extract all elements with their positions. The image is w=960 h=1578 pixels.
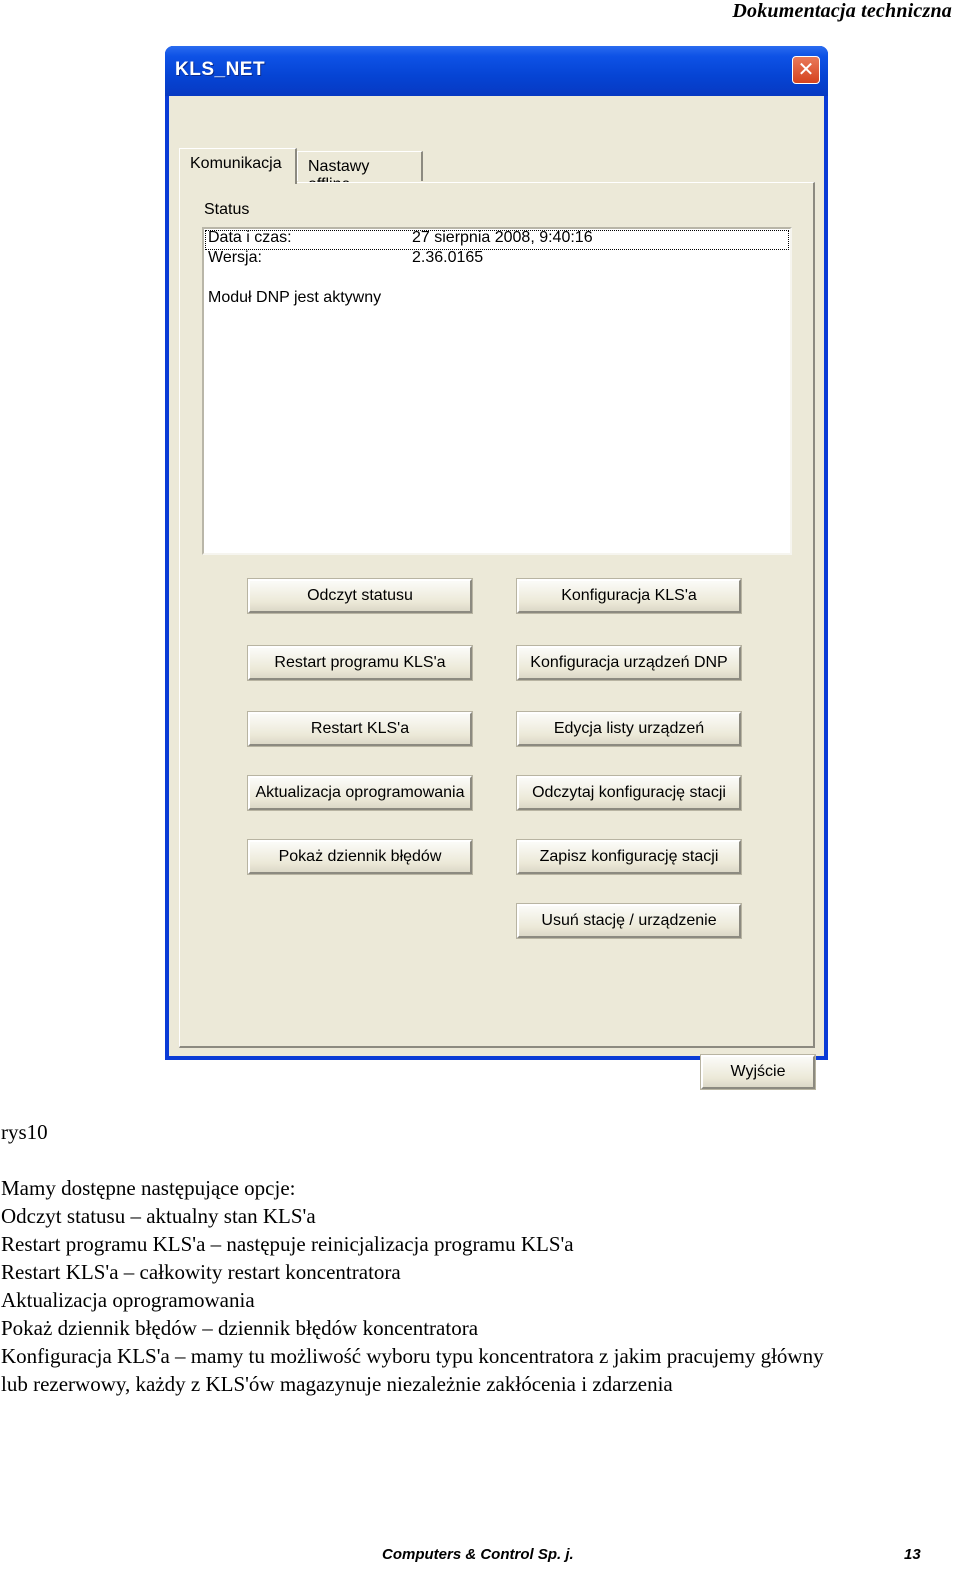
edit-device-list-button[interactable]: Edycja listy urządzeń: [517, 712, 741, 746]
status-row-value: 2.36.0165: [412, 249, 484, 266]
dnp-device-config-button[interactable]: Konfiguracja urządzeń DNP: [517, 646, 741, 680]
paragraph-line: Odczyt statusu – aktualny stan KLS'a: [1, 1204, 316, 1228]
paragraph-line: Mamy dostępne następujące opcje:: [1, 1176, 296, 1200]
status-row-value: 27 sierpnia 2008, 9:40:16: [412, 229, 593, 246]
paragraph-line: Konfiguracja KLS'a – mamy tu możliwość wyboru typu koncentratora z jakim pracujemy główny: [1, 1344, 824, 1368]
footer-company: Computers & Control Sp. j.: [382, 1546, 574, 1563]
close-icon: ✕: [797, 57, 815, 81]
status-row-label: Wersja:: [208, 249, 262, 266]
read-status-button[interactable]: Odczyt statusu: [248, 579, 472, 613]
page-header: Dokumentacja techniczna: [732, 0, 952, 22]
paragraph-line: Aktualizacja oprogramowania: [1, 1288, 255, 1312]
software-update-button[interactable]: Aktualizacja oprogramowania: [248, 776, 472, 810]
paragraph-line: lub rezerwowy, każdy z KLS'ów magazynuje niezależnie zakłócenia i zdarzenia: [1, 1372, 673, 1396]
status-row-label: Data i czas:: [208, 229, 292, 246]
tab-nastawy-offline[interactable]: Nastawy: [297, 151, 423, 181]
restart-kls-button[interactable]: Restart KLS'a: [248, 712, 472, 746]
figure-caption: rys10: [1, 1120, 48, 1144]
kls-net-window: [165, 46, 828, 1080]
status-message-text: Moduł DNP jest aktywny: [208, 289, 382, 306]
paragraph-line: Restart programu KLS'a – następuje reinicjalizacja programu KLS'a: [1, 1232, 574, 1256]
status-list[interactable]: [202, 227, 792, 555]
read-station-config-button[interactable]: Odczytaj konfigurację stacji: [517, 776, 741, 810]
exit-button[interactable]: Wyjście: [701, 1055, 815, 1089]
title-bar[interactable]: [165, 46, 828, 96]
window-client-area: [169, 96, 824, 1080]
remove-station-device-button[interactable]: Usuń stację / urządzenie: [517, 904, 741, 938]
save-station-config-button[interactable]: Zapisz konfigurację stacji: [517, 840, 741, 874]
restart-program-button[interactable]: Restart programu KLS'a: [248, 646, 472, 680]
paragraph-line: Restart KLS'a – całkowity restart koncentratora: [1, 1260, 401, 1284]
close-button[interactable]: [792, 56, 820, 84]
window-title: KLS_NET: [175, 59, 266, 80]
paragraph-line: Pokaż dziennik błędów – dziennik błędów koncentratora: [1, 1316, 479, 1340]
show-error-log-button[interactable]: Pokaż dziennik błędów: [248, 840, 472, 874]
footer-page-number: 13: [904, 1546, 921, 1563]
tab-komunikacja[interactable]: Komunikacja: [179, 148, 297, 184]
status-label: Status: [204, 201, 250, 218]
kls-config-button[interactable]: Konfiguracja KLS'a: [517, 579, 741, 613]
tab-panel-komunikacja: [179, 182, 815, 1048]
